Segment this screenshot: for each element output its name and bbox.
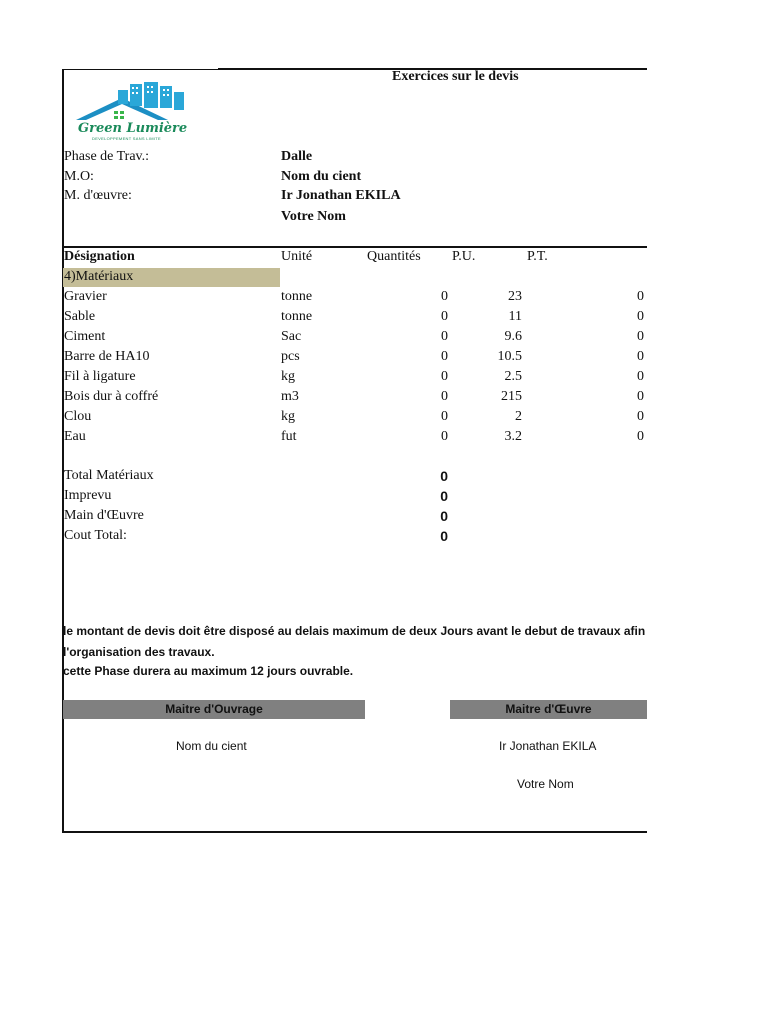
row-designation: Eau	[64, 429, 86, 444]
row-quantite: 0	[441, 329, 448, 344]
row-pt: 0	[637, 369, 644, 384]
row-designation: Ciment	[64, 329, 106, 344]
row-quantite: 0	[441, 289, 448, 304]
row-designation: Clou	[64, 409, 92, 424]
cout-total-value: 0	[440, 528, 448, 544]
moeuvre-value: Ir Jonathan EKILA	[281, 188, 401, 203]
row-pt: 0	[637, 389, 644, 404]
moeuvre-label: M. d'œuvre:	[64, 188, 132, 203]
frame-top-border-left	[62, 69, 218, 70]
row-pt: 0	[637, 409, 644, 424]
row-quantite: 0	[441, 309, 448, 324]
note-line-3: cette Phase durera au maximum 12 jours ouvrable.	[63, 664, 354, 678]
row-pt: 0	[637, 429, 644, 444]
row-quantite: 0	[441, 389, 448, 404]
row-quantite: 0	[441, 369, 448, 384]
row-pt: 0	[637, 329, 644, 344]
row-pu: 3.2	[504, 429, 522, 444]
row-pu: 2	[515, 409, 522, 424]
logo-name: Green Lumière	[78, 121, 188, 136]
logo-tagline: DEVELOPPEMENT SANS LIMITE	[92, 136, 161, 141]
row-unite: kg	[281, 369, 295, 384]
row-quantite: 0	[441, 429, 448, 444]
phase-value: Dalle	[281, 149, 313, 164]
row-pt: 0	[637, 289, 644, 304]
frame-bottom-border	[62, 831, 647, 833]
row-pu: 10.5	[497, 349, 522, 364]
note-line-1: le montant de devis doit être disposé au delais maximum de deux Jours avant le debut de travaux afin	[63, 624, 646, 638]
col-header-pt: P.T.	[527, 249, 548, 264]
row-designation: Bois dur à coffré	[64, 389, 159, 404]
company-logo	[72, 78, 212, 142]
row-pu: 2.5	[504, 369, 522, 384]
phase-label: Phase de Trav.:	[64, 149, 150, 164]
row-pu: 23	[508, 289, 522, 304]
maitre-oeuvre-name-2: Votre Nom	[517, 777, 574, 791]
imprevu-value: 0	[440, 488, 448, 504]
col-header-pu: P.U.	[452, 249, 476, 264]
maitre-oeuvre-banner: Maitre d'Œuvre	[450, 700, 647, 719]
row-pu: 215	[501, 389, 522, 404]
page-title: Exercices sur le devis	[392, 69, 519, 84]
imprevu-label: Imprevu	[64, 488, 112, 503]
row-unite: tonne	[281, 289, 313, 304]
row-unite: Sac	[281, 329, 302, 344]
row-unite: pcs	[281, 349, 300, 364]
row-quantite: 0	[441, 349, 448, 364]
main-oeuvre-label: Main d'Œuvre	[64, 508, 144, 523]
maitre-ouvrage-name: Nom du cient	[176, 739, 247, 753]
row-designation: Fil à ligature	[64, 369, 136, 384]
main-oeuvre-value: 0	[440, 508, 448, 524]
row-unite: kg	[281, 409, 295, 424]
mo-label: M.O:	[64, 169, 94, 184]
mo-value: Nom du cient	[281, 169, 362, 184]
row-pt: 0	[637, 309, 644, 324]
total-materiaux-value: 0	[440, 468, 448, 484]
notes-block	[63, 624, 647, 684]
note-line-2: l'organisation des travaux.	[63, 645, 215, 659]
col-header-quantites: Quantités	[367, 249, 421, 264]
row-pu: 9.6	[504, 329, 522, 344]
row-designation: Gravier	[64, 289, 107, 304]
col-header-designation: Désignation	[64, 249, 135, 264]
row-pu: 11	[508, 309, 522, 324]
row-designation: Barre de HA10	[64, 349, 150, 364]
row-pt: 0	[637, 349, 644, 364]
section-label: 4)Matériaux	[64, 269, 134, 284]
author-value: Votre Nom	[281, 209, 346, 224]
row-unite: tonne	[281, 309, 313, 324]
cout-total-label: Cout Total:	[64, 528, 127, 543]
row-unite: fut	[281, 429, 297, 444]
row-unite: m3	[281, 389, 299, 404]
table-header-divider	[62, 246, 647, 248]
maitre-oeuvre-name: Ir Jonathan EKILA	[499, 739, 597, 753]
maitre-ouvrage-banner: Maitre d'Ouvrage	[63, 700, 365, 719]
row-quantite: 0	[441, 409, 448, 424]
col-header-unite: Unité	[281, 249, 313, 264]
row-designation: Sable	[64, 309, 96, 324]
total-materiaux-label: Total Matériaux	[64, 468, 154, 483]
